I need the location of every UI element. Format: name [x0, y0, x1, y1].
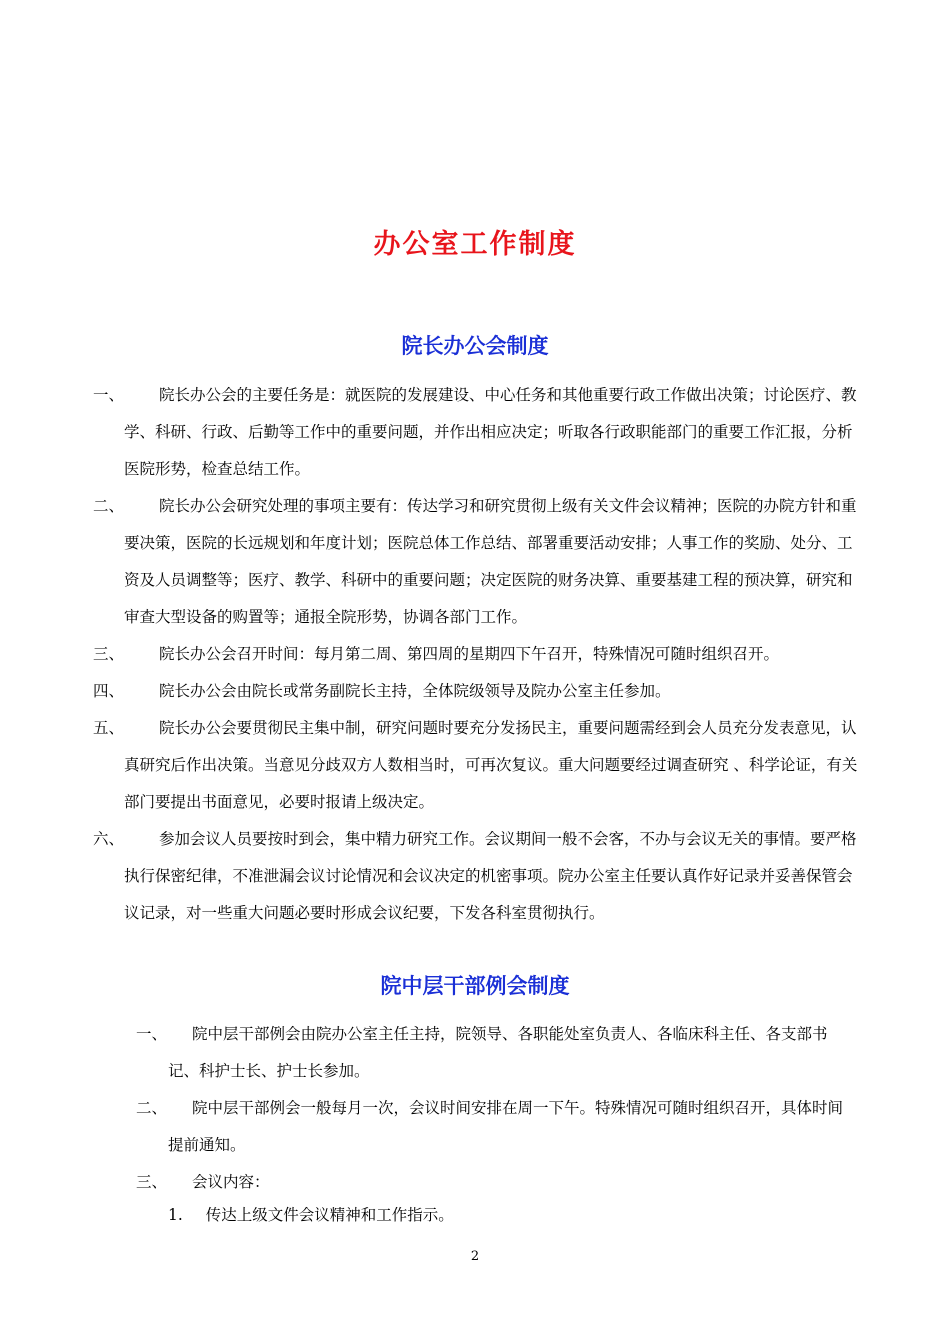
item-text: 参加会议人员要按时到会，集中精力研究工作。会议期间一般不会客，不办与会议无关的事情。要严格执行保密纪律，不准泄漏会议讨论情况和会议决定的机密事项。院办公室主任要认真作好记录并妥善保管会议记录，对一些重大问题必要时形成会议纪要，下发各科室贯彻执行。 — [124, 830, 857, 922]
item-text: 院长办公会研究处理的事项主要有：传达学习和研究贯彻上级有关文件会议精神；医院的办院方针和重要决策，医院的长远规划和年度计划；医院总体工作总结、部署重要活动安排；人事工作的奖励、处分、工资及人员调整等；医疗、教学、科研中的重要问题；决定医院的财务决算、重要基建工程的预决算，研究和审查大型设备的购置等；通报全院形势，协调各部门工作。 — [124, 497, 857, 626]
item-text: 院长办公会要贯彻民主集中制，研究问题时要充分发扬民主，重要问题需经到会人员充分发表意见，认真研究后作出决策。当意见分歧双方人数相当时，可再次复议。重大问题要经过调查研究 、科学论证，有关部门要提出书面意见，必要时报请上级决定。 — [124, 719, 858, 811]
item-number: 三、 — [93, 645, 125, 663]
item-text: 院长办公会召开时间：每月第二周、第四周的星期四下午召开，特殊情况可随时组织召开。 — [159, 645, 780, 663]
item-text: 院长办公会的主要任务是：就医院的发展建设、中心任务和其他重要行政工作做出决策；讨论医疗、教学、科研、行政、后勤等工作中的重要问题，并作出相应决定；听取各行政职能部门的重要工作汇报，分析医院形势，检查总结工作。 — [124, 386, 857, 478]
item-number: 二、 — [93, 497, 125, 515]
list-item — [93, 673, 858, 710]
item-number: 三、 — [136, 1173, 168, 1191]
list-item — [168, 1197, 858, 1234]
subitem-text: 传达上级文件会议精神和工作指示。 — [205, 1206, 454, 1224]
list-item — [136, 1090, 858, 1164]
list-item — [136, 1164, 858, 1201]
section-title-mid-level-meeting: 院中层干部例会制度 — [380, 974, 570, 998]
list-item — [136, 1016, 858, 1090]
page-number: 2 — [470, 1249, 480, 1264]
mid-level-meeting-rules-list — [136, 1016, 858, 1201]
list-item — [93, 488, 858, 636]
subitem-number: 1. — [168, 1206, 183, 1224]
list-item — [93, 377, 858, 488]
item-text: 会议内容： — [192, 1173, 270, 1191]
document-title: 办公室工作制度 — [373, 229, 577, 260]
item-number: 四、 — [93, 682, 125, 700]
president-meeting-rules-list — [93, 377, 858, 932]
item-text: 院中层干部例会由院办公室主任主持，院领导、各职能处室负责人、各临床科主任、各支部书记、科护士长、护士长参加。 — [168, 1025, 828, 1080]
section-title-president-meeting: 院长办公会制度 — [401, 334, 549, 358]
item-number: 一、 — [93, 386, 125, 404]
item-number: 一、 — [136, 1025, 168, 1043]
item-text: 院长办公会由院长或常务副院长主持，全体院级领导及院办公室主任参加。 — [159, 682, 671, 700]
item-number: 二、 — [136, 1099, 168, 1117]
list-item — [93, 710, 858, 821]
item-number: 五、 — [93, 719, 125, 737]
list-item — [93, 636, 858, 673]
item-number: 六、 — [93, 830, 125, 848]
list-item — [93, 821, 858, 932]
item-text: 院中层干部例会一般每月一次，会议时间安排在周一下午。特殊情况可随时组织召开，具体时间提前通知。 — [168, 1099, 844, 1154]
